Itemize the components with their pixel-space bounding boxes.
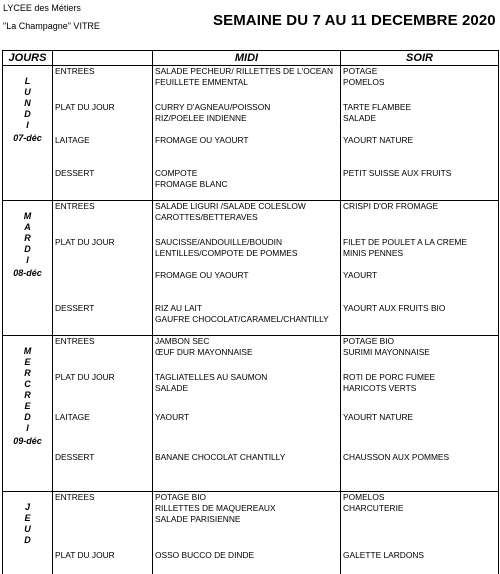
day-letter: N <box>24 98 31 108</box>
midi-item: ŒUF DUR MAYONNAISE <box>155 347 253 357</box>
school-location: "La Champagne" VITRE <box>3 21 100 31</box>
soir-item: YAOURT NATURE <box>343 134 414 145</box>
soir-item: SURIMI MAYONNAISE <box>343 347 430 357</box>
day-label <box>3 492 53 574</box>
midi-cell <box>153 336 341 372</box>
soir-item <box>343 463 496 474</box>
table-row <box>3 237 499 270</box>
midi-item: FROMAGE OU YAOURT <box>155 134 249 145</box>
soir-cell <box>341 372 499 412</box>
day-letter: E <box>24 513 31 523</box>
table-row <box>3 201 499 237</box>
soir-item <box>343 146 496 157</box>
midi-item: RIZ AU LAIT <box>155 302 203 313</box>
day-letter: U <box>24 87 31 97</box>
day-letter: D <box>24 244 31 254</box>
soir-cell <box>341 492 499 550</box>
soir-cell <box>341 412 499 452</box>
midi-item: BANANE CHOCOLAT CHANTILLY <box>155 451 286 462</box>
midi-item: SAUCISSE/ANDOUILLE/BOUDIN <box>155 236 283 247</box>
soir-cell <box>341 452 499 492</box>
soir-item: POTAGE <box>343 66 378 76</box>
soir-cell <box>341 336 499 372</box>
midi-item: YAOURT <box>155 411 190 422</box>
midi-item: SALADE PECHEUR/ RILLETTES DE L'OCEAN <box>155 66 333 76</box>
soir-item: CHAUSSON AUX POMMES <box>343 451 450 462</box>
day-letter: E <box>24 357 31 367</box>
midi-cell <box>153 135 341 168</box>
soir-cell <box>341 237 499 270</box>
soir-item: YAOURT <box>343 269 378 280</box>
column-header-jours: JOURS <box>3 51 53 66</box>
day-letter: M <box>23 346 32 356</box>
menu-table <box>2 50 499 574</box>
day-letter: C <box>24 379 31 389</box>
day-letter: I <box>26 255 29 265</box>
midi-cell <box>153 372 341 412</box>
school-name: LYCEE des Métiers <box>3 3 81 13</box>
soir-item: HARICOTS VERTS <box>343 382 417 393</box>
table-row <box>3 550 499 574</box>
soir-item: SALADE <box>343 112 377 123</box>
midi-item: FEUILLETE EMMENTAL <box>155 77 248 87</box>
day-letter: D <box>24 109 31 119</box>
category-cell: PLAT DU JOUR <box>53 550 153 574</box>
day-label <box>3 336 53 492</box>
table-row <box>3 270 499 303</box>
midi-cell <box>153 201 341 237</box>
midi-cell <box>153 452 341 492</box>
day-date: 09-déc <box>13 436 42 446</box>
day-label <box>3 66 53 201</box>
category-cell <box>53 270 153 303</box>
soir-item: ROTI DE PORC FUMEE <box>343 371 436 382</box>
soir-item: CRISPI D'OR FROMAGE <box>343 201 439 211</box>
midi-item: SALADE PARISIENNE <box>155 514 241 524</box>
soir-item <box>343 212 496 223</box>
category-cell: ENTREES <box>53 492 153 550</box>
midi-item <box>155 281 338 292</box>
table-row <box>3 492 499 550</box>
table-row <box>3 135 499 168</box>
midi-item: JAMBON SEC <box>155 336 210 346</box>
column-header-midi: MIDI <box>153 51 341 66</box>
midi-cell <box>153 66 341 102</box>
table-row <box>3 412 499 452</box>
table-row <box>3 66 499 102</box>
day-letter: R <box>24 233 31 243</box>
soir-item: FILET DE POULET A LA CREME <box>343 236 467 247</box>
category-cell: PLAT DU JOUR <box>53 237 153 270</box>
column-header-category <box>53 51 153 66</box>
midi-item: LENTILLES/COMPOTE DE POMMES <box>155 247 298 258</box>
soir-cell <box>341 168 499 201</box>
soir-item: POTAGE BIO <box>343 336 395 346</box>
soir-item <box>343 179 496 190</box>
midi-item: FROMAGE BLANC <box>155 178 228 189</box>
midi-cell <box>153 102 341 135</box>
category-cell: PLAT DU JOUR <box>53 102 153 135</box>
day-letter: I <box>26 120 29 130</box>
page-title: SEMAINE DU 7 AU 11 DECEMBRE 2020 <box>213 12 496 29</box>
table-row <box>3 168 499 201</box>
soir-item: TARTE FLAMBEE <box>343 101 412 112</box>
midi-item: GAUFRE CHOCOLAT/CARAMEL/CHANTILLY <box>155 313 329 324</box>
soir-item: CHARCUTERIE <box>343 503 404 513</box>
midi-item <box>155 423 338 434</box>
soir-cell <box>341 66 499 102</box>
category-cell: LAITAGE <box>53 412 153 452</box>
midi-cell <box>153 492 341 550</box>
midi-cell <box>153 237 341 270</box>
midi-cell <box>153 303 341 336</box>
day-letter: A <box>24 222 31 232</box>
category-cell: DESSERT <box>53 168 153 201</box>
soir-item: MINIS PENNES <box>343 247 404 258</box>
soir-item <box>343 281 496 292</box>
midi-item: RIZ/POELEE INDIENNE <box>155 112 247 123</box>
category-cell: ENTREES <box>53 66 153 102</box>
menu-body <box>3 66 499 574</box>
day-letter: E <box>24 401 31 411</box>
category-cell: DESSERT <box>53 452 153 492</box>
category-cell: ENTREES <box>53 336 153 372</box>
day-date: 07-déc <box>13 133 42 143</box>
soir-item <box>343 314 496 325</box>
midi-cell <box>153 412 341 452</box>
midi-item: POTAGE BIO <box>155 492 207 502</box>
midi-item: SALADE LIGURI /SALADE COLESLOW <box>155 201 306 211</box>
midi-cell <box>153 168 341 201</box>
soir-item: PETIT SUISSE AUX FRUITS <box>343 167 452 178</box>
midi-cell <box>153 270 341 303</box>
midi-item: CAROTTES/BETTERAVES <box>155 212 258 222</box>
soir-cell <box>341 201 499 237</box>
midi-item: COMPOTE <box>155 167 198 178</box>
day-letter: R <box>24 390 31 400</box>
soir-cell <box>341 270 499 303</box>
soir-cell <box>341 102 499 135</box>
table-row <box>3 303 499 336</box>
category-cell: ENTREES <box>53 201 153 237</box>
midi-item: CURRY D'AGNEAU/POISSON <box>155 101 271 112</box>
day-label <box>3 201 53 336</box>
soir-item <box>343 423 496 434</box>
category-cell: PLAT DU JOUR <box>53 372 153 412</box>
soir-cell <box>341 303 499 336</box>
soir-cell <box>341 550 499 574</box>
midi-cell <box>153 550 341 574</box>
midi-item: RILLETTES DE MAQUEREAUX <box>155 503 276 513</box>
soir-item: YAOURT NATURE <box>343 411 414 422</box>
soir-item: POMELOS <box>343 492 385 502</box>
midi-item <box>155 463 338 474</box>
midi-item <box>155 146 338 157</box>
category-cell: DESSERT <box>53 303 153 336</box>
table-row <box>3 336 499 372</box>
day-letter: U <box>24 524 31 534</box>
midi-item: SALADE <box>155 382 189 393</box>
soir-cell <box>341 135 499 168</box>
soir-item: POMELOS <box>343 77 385 87</box>
day-date: 08-déc <box>13 268 42 278</box>
day-letter: D <box>24 412 31 422</box>
table-row <box>3 372 499 412</box>
day-letter: D <box>24 535 31 545</box>
soir-item: GALETTE LARDONS <box>343 549 424 560</box>
day-letter: J <box>24 502 30 512</box>
day-letter: R <box>24 368 31 378</box>
midi-item: TAGLIATELLES AU SAUMON <box>155 371 268 382</box>
day-letter: L <box>24 76 31 86</box>
day-letter: M <box>23 211 32 221</box>
category-cell: LAITAGE <box>53 135 153 168</box>
midi-item: FROMAGE OU YAOURT <box>155 269 249 280</box>
table-row <box>3 452 499 492</box>
soir-item: YAOURT AUX FRUITS BIO <box>343 302 446 313</box>
column-header-soir: SOIR <box>341 51 499 66</box>
table-row <box>3 102 499 135</box>
midi-item: OSSO BUCCO DE DINDE <box>155 549 255 560</box>
day-letter: I <box>26 423 29 433</box>
